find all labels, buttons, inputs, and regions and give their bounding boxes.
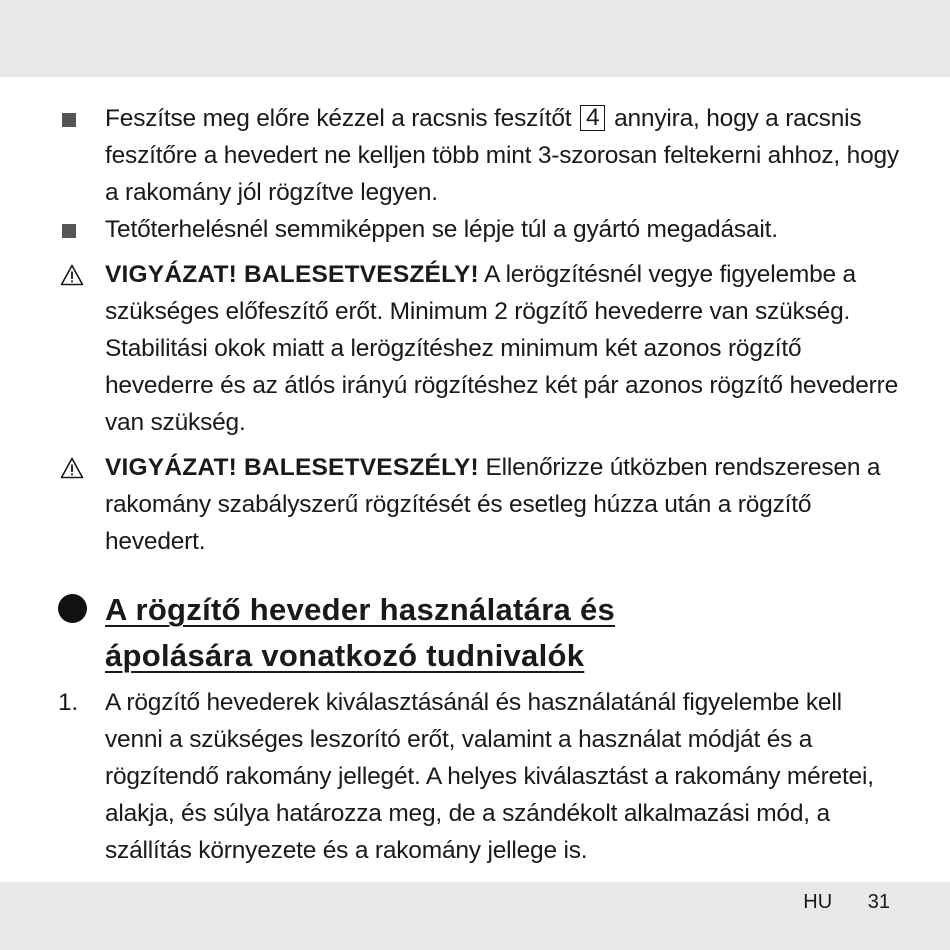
warning-text: A lerögzítésnél vegye figyelembe a szükséges előfeszítő erőt. Minimum 2 rögzítő hevederre van szükség. Stabilitási okok miatt a lerögzítéshez minimum két azonos rögzítő hevederre és az átlós irányú rögzítéshez két pár azonos rögzítő hevederre van szükség. bbox=[105, 261, 898, 436]
numbered-item-text: A rögzítő hevederek kiválasztásánál és használatánál figyelembe kell venni a szükséges leszorító erőt, valamint a használat módját és a rögzítendő rakomány jellegét. A helyes kiválasztást a rakomány méretei, alakja, és súlya határozza meg, de a szándékolt alkalmazási mód, a szállítás környezete és a rakomány jellege is. bbox=[105, 689, 874, 864]
bullet-text-before: Feszítse meg előre kézzel a racsnis feszítőt bbox=[105, 105, 572, 132]
item-number: 1. bbox=[58, 689, 79, 716]
warning-item bbox=[60, 256, 900, 441]
filled-circle-icon bbox=[58, 594, 87, 623]
warning-triangle-icon bbox=[60, 457, 84, 479]
part-reference-box: 4 bbox=[580, 105, 605, 131]
bullet-text: Tetőterhelésnél semmiképpen se lépje túl a gyártó megadásait. bbox=[105, 216, 778, 243]
bullet-item bbox=[60, 100, 900, 211]
square-bullet-icon bbox=[62, 224, 76, 238]
page-content bbox=[60, 100, 900, 869]
language-code: HU bbox=[803, 891, 833, 913]
warning-label: VIGYÁZAT! BALESETVESZÉLY! bbox=[105, 454, 479, 481]
section-heading-line-2: ápolására vonatkozó tudnivalók bbox=[105, 638, 585, 673]
warning-label: VIGYÁZAT! BALESETVESZÉLY! bbox=[105, 261, 479, 288]
numbered-item bbox=[60, 684, 900, 869]
bullet-text-after: annyira, hogy a racsnis feszítőre a hevedert ne kelljen több mint 3-szorosan feltekerni ahhoz, hogy a rakomány jól rögzítve legyen. bbox=[105, 105, 899, 206]
top-band bbox=[0, 0, 950, 77]
bullet-item bbox=[60, 211, 900, 248]
page-footer bbox=[803, 889, 890, 915]
warning-text: Ellenőrizze útközben rendszeresen a rakomány szabályszerű rögzítését és esetleg húzza után a rögzítő hevedert. bbox=[105, 454, 881, 555]
section-heading bbox=[60, 587, 900, 679]
square-bullet-icon bbox=[62, 113, 76, 127]
page-number: 31 bbox=[867, 891, 890, 913]
warning-item bbox=[60, 449, 900, 560]
warning-triangle-icon bbox=[60, 264, 84, 286]
section-heading-line-1: A rögzítő heveder használatára és bbox=[105, 592, 616, 627]
